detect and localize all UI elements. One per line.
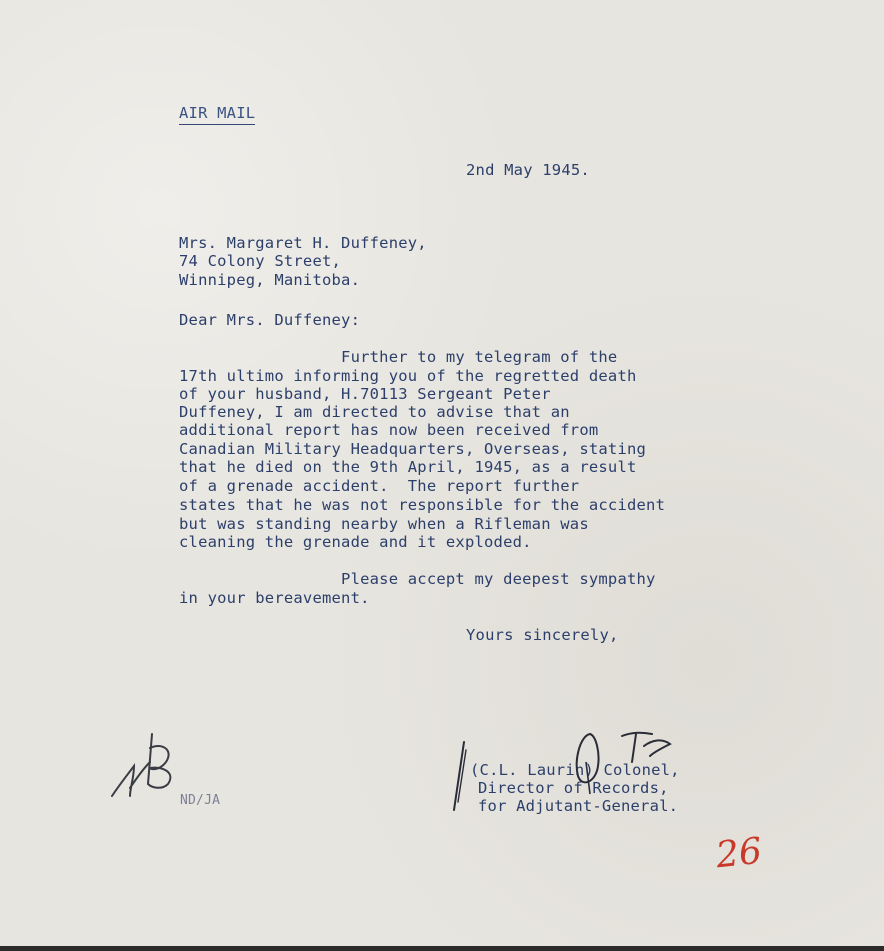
- body-line: but was standing nearby when a Rifleman was: [179, 515, 589, 533]
- handwritten-initials: [108, 728, 188, 803]
- body-line: cleaning the grenade and it exploded.: [179, 533, 532, 551]
- closing: Yours sincerely,: [466, 626, 619, 644]
- signatory-title: Director of Records,: [478, 779, 669, 797]
- body-line: that he died on the 9th April, 1945, as a result: [179, 458, 637, 476]
- recipient-city: Winnipeg, Manitoba.: [179, 271, 361, 289]
- body-line: in your bereavement.: [179, 589, 370, 607]
- typist-initials: ND/JA: [180, 793, 221, 808]
- signatory-name: (C.L. Laurin) Colonel,: [470, 761, 680, 779]
- signatory-department: for Adjutant-General.: [478, 797, 679, 815]
- body-line: additional report has now been received from: [179, 421, 599, 439]
- body-line: of a grenade accident. The report further: [179, 477, 580, 495]
- body-line: states that he was not responsible for the accident: [179, 496, 666, 514]
- air-mail-header: AIR MAIL: [179, 104, 255, 125]
- salutation: Dear Mrs. Duffeney:: [179, 311, 361, 329]
- body-line: Please accept my deepest sympathy: [179, 570, 656, 588]
- body-line: Further to my telegram of the: [179, 348, 618, 366]
- body-line: 17th ultimo informing you of the regretted death: [179, 367, 637, 385]
- body-line: Duffeney, I am directed to advise that an: [179, 403, 570, 421]
- body-line: Canadian Military Headquarters, Overseas, stating: [179, 440, 647, 458]
- page-number: 26: [713, 830, 764, 877]
- body-line: of your husband, H.70113 Sergeant Peter: [179, 385, 551, 403]
- handwritten-signature: [440, 722, 700, 817]
- recipient-street: 74 Colony Street,: [179, 252, 342, 270]
- recipient-name: Mrs. Margaret H. Duffeney,: [179, 234, 427, 252]
- letter-date: 2nd May 1945.: [466, 161, 590, 179]
